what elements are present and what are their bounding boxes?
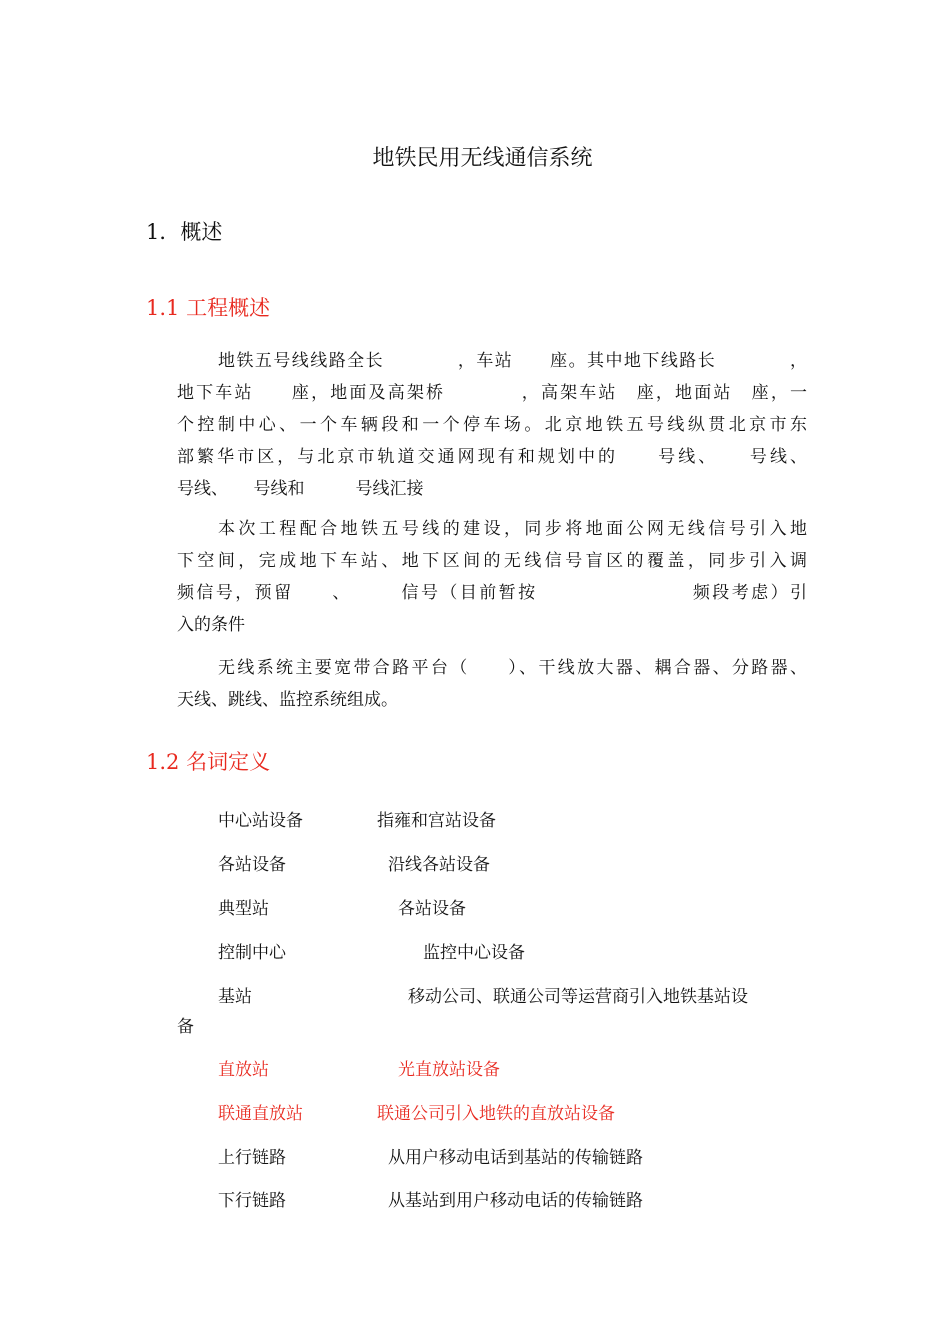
paragraph-project-overview: [177, 345, 807, 505]
paragraph-system-composition: [177, 652, 807, 716]
definition-term: 联通直放站: [218, 1104, 303, 1124]
definition-desc: 各站设备: [398, 899, 466, 919]
definition-term: 典型站: [218, 899, 269, 919]
definition-desc: 从基站到用户移动电话的传输链路: [388, 1191, 643, 1211]
section-heading-overview: 1．概述: [146, 220, 223, 244]
paragraph-line: 本次工程配合地铁五号线的建设，同步将地面公网无线信号引入地: [218, 519, 807, 539]
paragraph-line: 号线、 号线和 号线汇接: [177, 479, 424, 499]
paragraph-line: 个控制中心、一个车辆段和一个停车场。北京地铁五号线纵贯北京市东: [177, 415, 807, 435]
page-title: 地铁民用无线通信系统: [372, 146, 593, 171]
definition-term: 控制中心: [218, 943, 286, 963]
definition-term: 中心站设备: [218, 811, 303, 831]
definition-term: 各站设备: [218, 855, 286, 875]
definition-desc: 移动公司、联通公司等运营商引入地铁基站设: [408, 987, 748, 1007]
paragraph-line: 地下车站 座，地面及高架桥 ，高架车站 座，地面站 座，一: [177, 383, 807, 403]
definition-term: 直放站: [218, 1060, 269, 1080]
paragraph-line: 入的条件: [177, 615, 245, 635]
paragraph-line: 部繁华市区，与北京市轨道交通网现有和规划中的 号线、 号线、: [177, 447, 807, 467]
definition-desc: 从用户移动电话到基站的传输链路: [388, 1148, 643, 1168]
definition-desc: 联通公司引入地铁的直放站设备: [377, 1104, 615, 1124]
definition-term: 下行链路: [218, 1191, 286, 1211]
definition-desc: 光直放站设备: [398, 1060, 500, 1080]
definition-desc: 沿线各站设备: [388, 855, 490, 875]
section-heading-definitions: 1.2 名词定义: [146, 750, 271, 774]
paragraph-line: 天线、跳线、监控系统组成。: [177, 690, 398, 710]
definition-desc: 指雍和宫站设备: [377, 811, 496, 831]
definition-desc-continuation: 备: [177, 1017, 194, 1037]
paragraph-project-scope: [177, 513, 807, 641]
paragraph-line: 无线系统主要宽带合路平台（ ）、干线放大器、耦合器、分路器、: [218, 658, 807, 678]
paragraph-line: 地铁五号线线路全长 ，车站 座。其中地下线路长 ，: [218, 351, 807, 371]
paragraph-line: 下空间，完成地下车站、地下区间的无线信号盲区的覆盖，同步引入调: [177, 551, 807, 571]
definition-desc: 监控中心设备: [423, 943, 525, 963]
definition-term: 上行链路: [218, 1148, 286, 1168]
paragraph-line: 频信号，预留 、 信号（目前暂按 频段考虑）引: [177, 583, 807, 603]
definition-term: 基站: [218, 987, 252, 1007]
section-heading-project-overview: 1.1 工程概述: [146, 296, 271, 320]
